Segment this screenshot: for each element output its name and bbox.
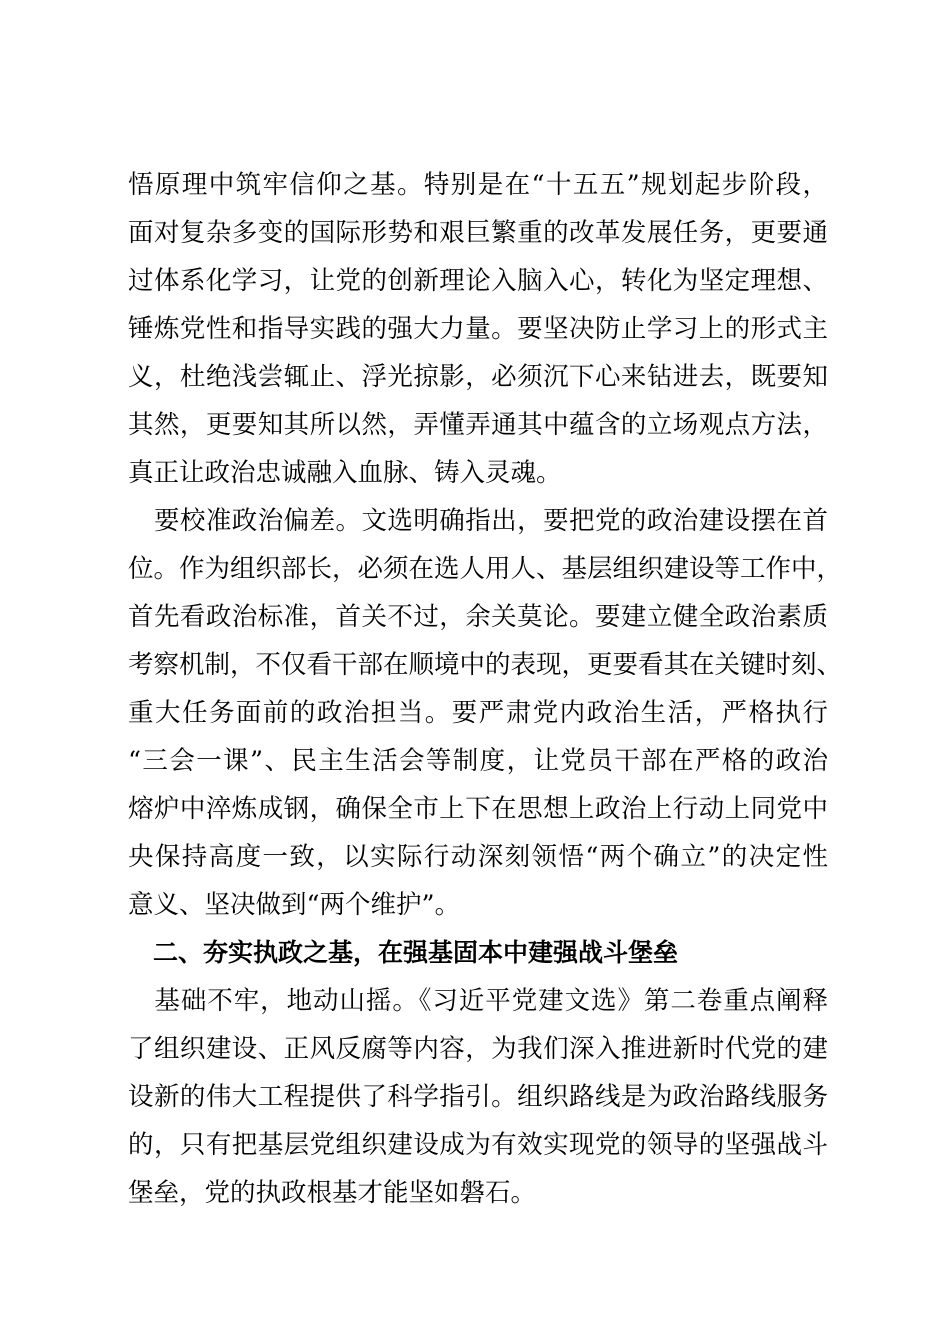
text-line: 位。作为组织部长，必须在选人用人、基层组织建设等工作中，: [128, 554, 843, 584]
text-line: 基础不牢，地动山摇。《习近平党建文选》第二卷重点阐释: [128, 986, 828, 1016]
text-line: 考察机制，不仅看干部在顺境中的表现，更要看其在关键时刻、: [128, 650, 843, 680]
text-line: 锤炼党性和指导实践的强大力量。要坚决防止学习上的形式主: [128, 314, 828, 344]
text-line: 悟原理中筑牢信仰之基。特别是在“十五五”规划起步阶段，: [128, 170, 828, 200]
text-line: 过体系化学习，让党的创新理论入脑入心，转化为坚定理想、: [128, 266, 828, 296]
text-line: 要校准政治偏差。文选明确指出，要把党的政治建设摆在首: [128, 506, 828, 536]
text-line: 了组织建设、正风反腐等内容，为我们深入推进新时代党的建: [128, 1034, 828, 1064]
text-line: 堡垒，党的执政根基才能坚如磐石。: [128, 1178, 537, 1208]
section-heading: [128, 929, 828, 977]
text-line: 重大任务面前的政治担当。要严肃党内政治生活，严格执行: [128, 698, 828, 728]
text-line: 央保持高度一致，以实际行动深刻领悟“两个确立”的决定性: [128, 842, 828, 872]
text-line: 二、夯实执政之基，在强基固本中建强战斗堡垒: [128, 938, 679, 967]
text-line: 的，只有把基层党组织建设成为有效实现党的领导的坚强战斗: [128, 1130, 828, 1160]
text-line: “三会一课”、民主生活会等制度，让党员干部在严格的政治: [128, 746, 828, 776]
body-paragraph: [128, 497, 843, 929]
text-line: 意义、坚决做到“两个维护”。: [128, 890, 461, 920]
text-line: 设新的伟大工程提供了科学指引。组织路线是为政治路线服务: [128, 1082, 828, 1112]
text-line: 熔炉中淬炼成钢，确保全市上下在思想上政治上行动上同党中: [128, 794, 828, 824]
text-line: 面对复杂多变的国际形势和艰巨繁重的改革发展任务，更要通: [128, 218, 828, 248]
text-line: 义，杜绝浅尝辄止、浮光掠影，必须沉下心来钻进去，既要知: [128, 362, 828, 392]
text-line: 首先看政治标准，首关不过，余关莫论。要建立健全政治素质: [128, 602, 828, 632]
text-line: 真正让政治忠诚融入血脉、铸入灵魂。: [128, 458, 562, 488]
body-paragraph: [128, 977, 828, 1217]
body-paragraph: [128, 161, 828, 497]
document-body: [128, 161, 843, 1217]
text-line: 其然，更要知其所以然，弄懂弄通其中蕴含的立场观点方法，: [128, 410, 828, 440]
